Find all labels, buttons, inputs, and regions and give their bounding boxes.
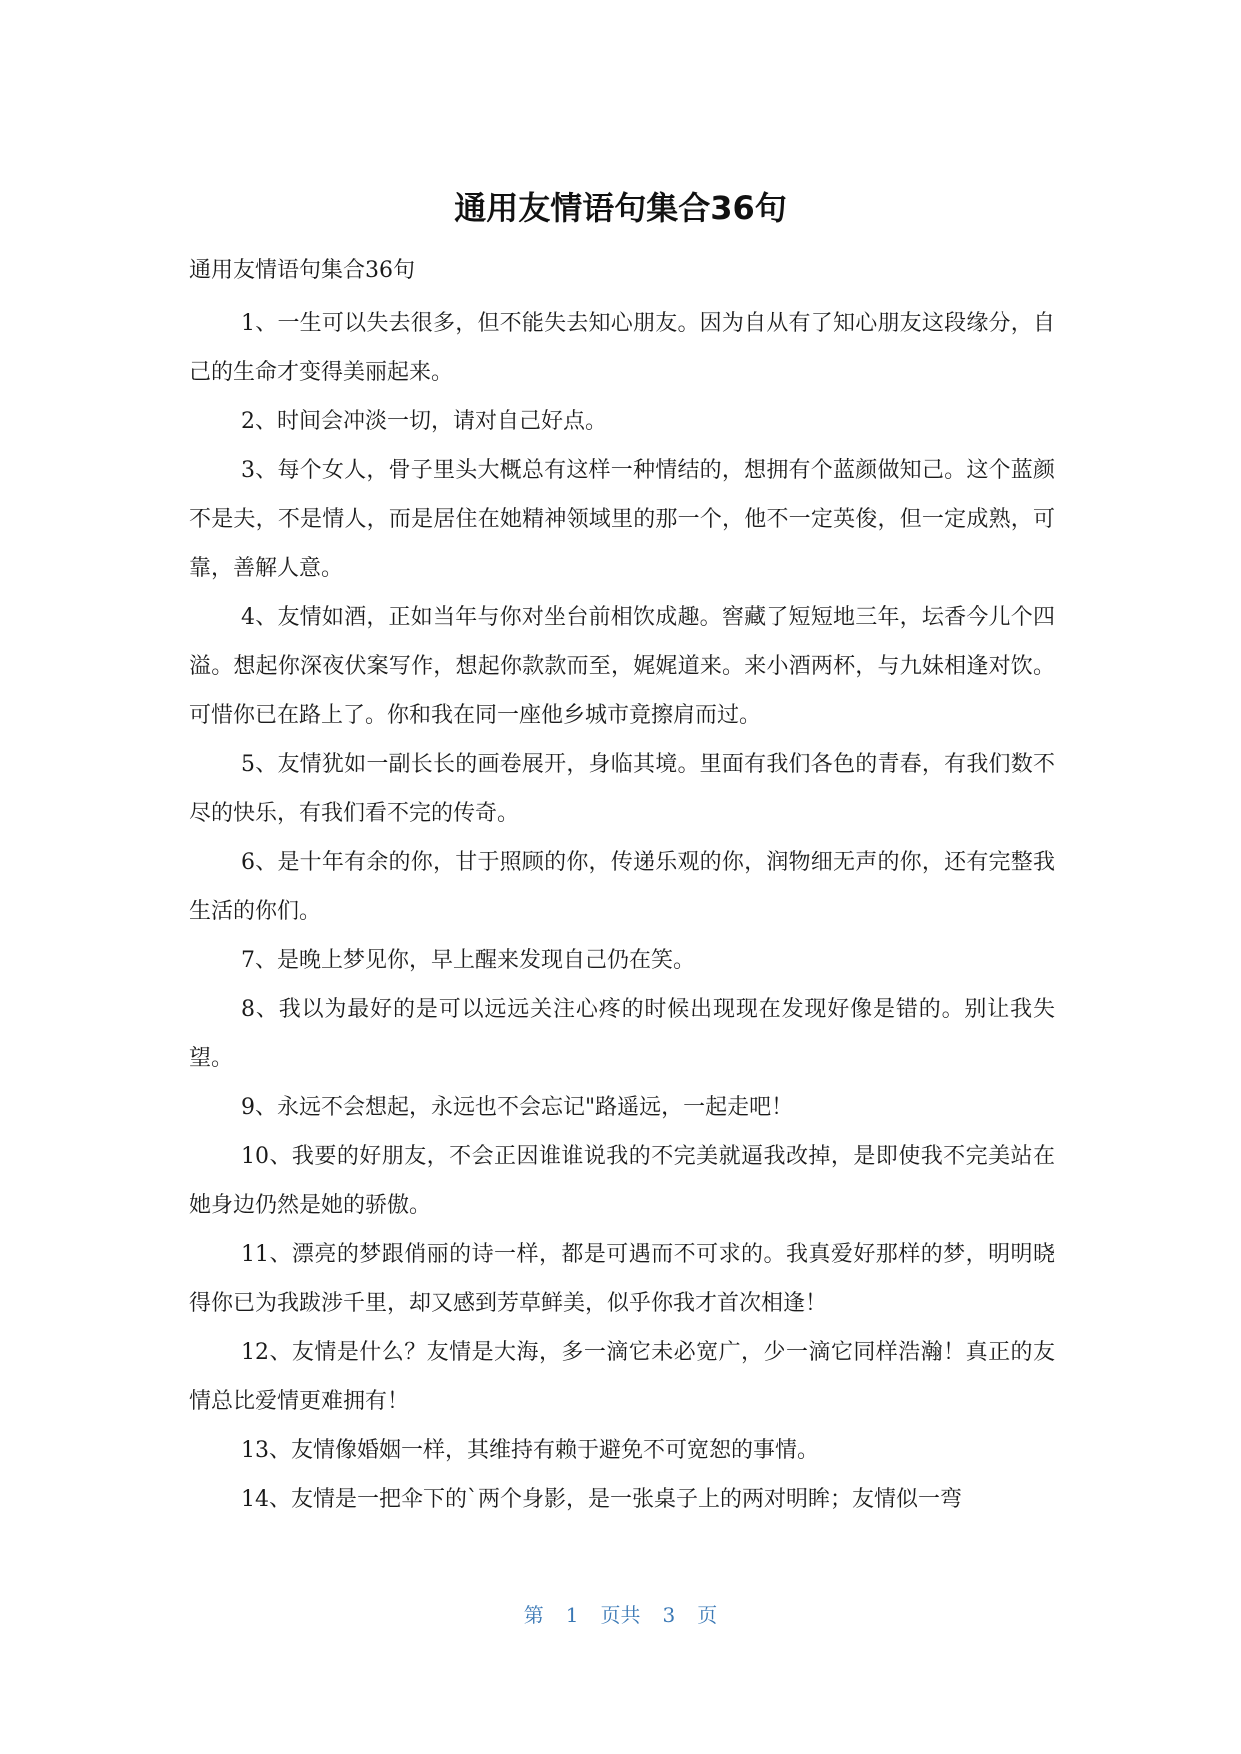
- paragraph-1: 1、一生可以失去很多，但不能失去知心朋友。因为自从有了知心朋友这段缘分，自己的生命才变得美丽起来。: [189, 311, 1055, 385]
- paragraph-2: 2、时间会冲淡一切，请对自己好点。: [241, 409, 607, 434]
- paragraph-5: 5、友情犹如一副长长的画卷展开，身临其境。里面有我们各色的青春，有我们数不尽的快乐，有我们看不完的传奇。: [189, 752, 1055, 826]
- paragraph-11: 11、漂亮的梦跟俏丽的诗一样，都是可遇而不可求的。我真爱好那样的梦，明明晓得你已为我跋涉千里，却又感到芳草鲜美，似乎你我才首次相逢！: [189, 1242, 1055, 1316]
- document-title: 通用友情语句集合36句: [454, 189, 787, 227]
- footer-prefix: 第: [523, 1603, 544, 1627]
- paragraph-7: 7、是晚上梦见你，早上醒来发现自己仍在笑。: [241, 948, 695, 973]
- paragraph-10: 10、我要的好朋友，不会正因谁谁说我的不完美就逼我改掉，是即使我不完美站在她身边仍然是她的骄傲。: [189, 1144, 1055, 1218]
- paragraph-12: 12、友情是什么？友情是大海，多一滴它未必宽广，少一滴它同样浩瀚！真正的友情总比爱情更难拥有！: [189, 1340, 1055, 1414]
- paragraph-8: 8、我以为最好的是可以远远关注心疼的时候出现现在发现好像是错的。别让我失望。: [189, 997, 1055, 1071]
- paragraph-3: 3、每个女人，骨子里头大概总有这样一种情结的，想拥有个蓝颜做知己。这个蓝颜不是夫，不是情人，而是居住在她精神领域里的那一个，他不一定英俊，但一定成熟，可靠，善解人意。: [189, 458, 1055, 581]
- page-footer: [0, 1601, 1241, 1629]
- paragraph-14: 14、友情是一把伞下的`两个身影，是一张桌子上的两对明眸；友情似一弯: [241, 1487, 962, 1512]
- footer-current-page: 1: [565, 1603, 579, 1627]
- paragraph-9: 9、永远不会想起，永远也不会忘记"路遥远，一起走吧！: [241, 1095, 794, 1120]
- document-body: [189, 299, 1055, 1524]
- document-subtitle: 通用友情语句集合36句: [189, 258, 415, 283]
- footer-total-pages: 3: [662, 1603, 676, 1627]
- footer-suffix: 页: [697, 1603, 718, 1627]
- paragraph-6: 6、是十年有余的你，甘于照顾的你，传递乐观的你，润物细无声的你，还有完整我生活的你们。: [189, 850, 1055, 924]
- paragraph-13: 13、友情像婚姻一样，其维持有赖于避免不可宽恕的事情。: [241, 1438, 819, 1463]
- paragraph-4: 4、友情如酒，正如当年与你对坐台前相饮成趣。窖藏了短短地三年，坛香今儿个四溢。想起你深夜伏案写作，想起你款款而至，娓娓道来。来小酒两杯，与九妹相逢对饮。可惜你已在路上了。你和我在同一座他乡城市竟擦肩而过。: [189, 605, 1055, 728]
- footer-middle: 页共: [600, 1603, 641, 1627]
